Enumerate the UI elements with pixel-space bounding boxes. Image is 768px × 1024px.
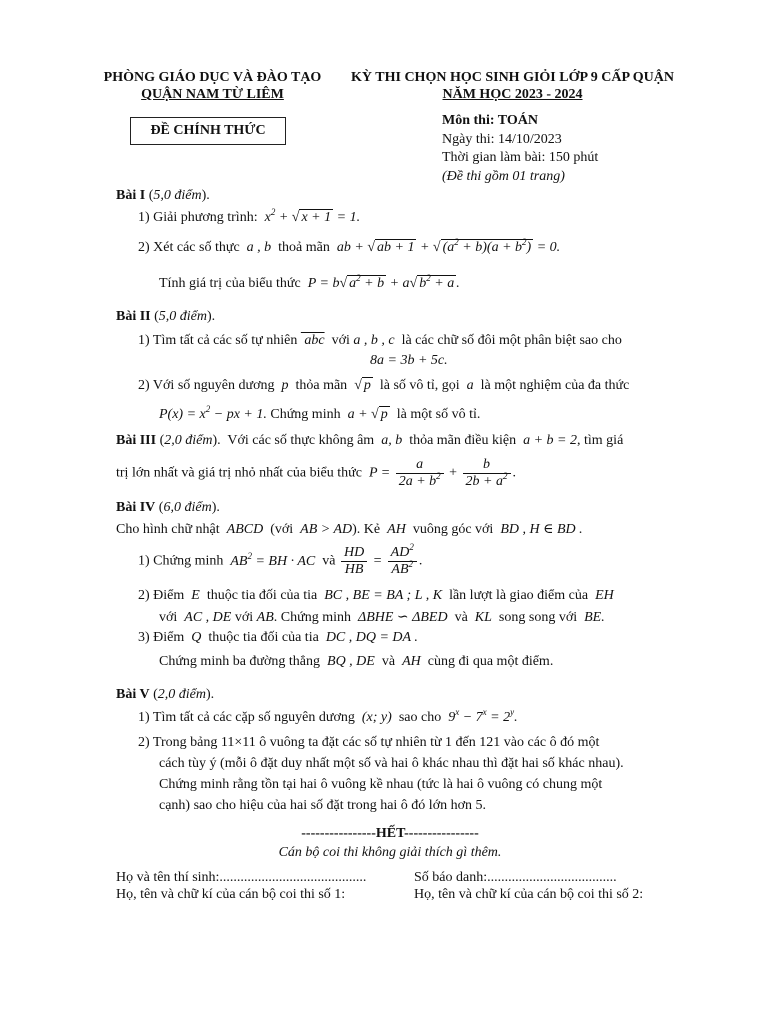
bai3-text2: thỏa mãn điều kiện xyxy=(409,433,517,448)
bai4-points: 6,0 điểm xyxy=(163,500,212,515)
bai4-q2: 2) Điểm E thuộc tia đối của tia BC , BE = BA ; L , K lần lượt là giao điểm của EH xyxy=(138,588,614,603)
end-marker: ----------------HẾT---------------- xyxy=(301,826,479,841)
bai2-q2-line2: $P(x) = x^2$ − px + 1. Chứng minh a + √ p là một số vô tỉ. xyxy=(159,404,481,422)
bai1-q2-text: 2) Xét các số thực xyxy=(138,240,240,255)
bai4-q2-text2: thuộc tia đối của tia xyxy=(206,588,318,603)
candidate-name-line: Họ và tên thí sinh:.......................................... xyxy=(116,870,367,885)
bai3-text3: , tìm giá xyxy=(577,433,624,448)
bai4-intro-text4: vuông góc với xyxy=(412,522,494,537)
bai5-q1-text2: sao cho xyxy=(398,710,442,725)
bai1-q1 xyxy=(138,207,361,226)
supervisor2-line: Họ, tên và chữ kí của cán bộ coi thi số 2: xyxy=(414,887,644,902)
bai4-intro-text: Cho hình chữ nhật xyxy=(116,522,220,537)
bai4-q1-text: 1) Chứng minh xyxy=(138,553,224,569)
exam-date: Ngày thi: 14/10/2023 xyxy=(442,132,562,147)
bai1-q2-expr: Tính giá trị của biểu thức P = b√ $a^2 + b + a√$ $b^2 + a$ . xyxy=(159,273,460,291)
bai3-heading: Bài III (2,0 điểm). Với các số thực không âm a, b thỏa mãn điều kiện a + b = 2, tìm giá xyxy=(116,433,624,448)
bai4-q2-text6: và xyxy=(454,610,468,625)
bai2-q2-text: 2) Với số nguyên dương xyxy=(138,378,275,393)
bai2-q2-text2: thỏa mãn xyxy=(295,378,348,393)
bai4-q2-text: 2) Điểm xyxy=(138,588,185,603)
bai1-q2-mid: thoả mãn xyxy=(278,240,330,255)
bai4-intro: Cho hình chữ nhật ABCD (với AB > AD). Kẻ AH vuông góc với BD , H ∈ BD . xyxy=(116,522,583,537)
bai4-heading: Bài IV (6,0 điểm). xyxy=(116,500,220,515)
bai2-points: 5,0 điểm xyxy=(158,309,208,324)
bai4-q2-text3: lần lượt là giao điểm của xyxy=(449,588,589,603)
bai1-q2: 2) Xét các số thực a , b thoả mãn ab + √ ab + 1 + √ $(a^2 + b)(a + b^2) = 0$. xyxy=(138,237,561,255)
district-name: QUẬN NAM TỪ LIÊM xyxy=(141,87,284,102)
bai2-q1-text2: là các chữ số đôi một phân biệt sao cho xyxy=(401,333,622,348)
bai4-q3-text4: và xyxy=(381,654,396,669)
bai5-q2-l3: Chứng minh rằng tồn tại hai ô vuông kề nhau (tức là hai ô vuông có chung một xyxy=(159,777,603,792)
bai4-intro-text2: (với xyxy=(270,522,294,537)
bai5-q2-l1: 2) Trong bảng 11×11 ô vuông ta đặt các số tự nhiên từ 1 đến 121 vào các ô đó một xyxy=(138,735,600,750)
page-count: (Đề thi gồm 01 trang) xyxy=(442,169,565,184)
bai2-q2-text4: là một nghiệm của đa thức xyxy=(480,378,630,393)
bai4-q2-line2: với AC , DE với AB. Chứng minh ΔBHE ∽ ΔBED và KL song song với BE. xyxy=(159,610,605,625)
school-year: NĂM HỌC 2023 - 2024 xyxy=(442,87,583,102)
bai4-q2-text4: với xyxy=(159,610,178,625)
official-box xyxy=(130,117,286,145)
bai2-q2-text6: là một số vô tỉ. xyxy=(396,407,481,422)
bai3-title: Bài III xyxy=(116,433,157,448)
bai3-line2: trị lớn nhất và giá trị nhỏ nhất của biểu thức P = $\frac{a}{2a + b^2}$ + $\frac{b}{2b + a^2}$ . xyxy=(116,457,516,489)
bai2-q1-equation: 8a = 3b + 5c. xyxy=(370,353,448,368)
bai4-q2-text5: . Chứng minh xyxy=(273,610,351,625)
bai1-points: 5,0 điểm xyxy=(153,188,202,203)
bai1-q2-equation: ab + √ ab + 1 + √ $(a^2 + b)(a + b^2) = 0$. xyxy=(333,237,561,255)
bai4-q2-text7: song song với xyxy=(498,610,578,625)
bai1-title: Bài I xyxy=(116,188,146,203)
bai5-q2-l2: cách tùy ý (mỗi ô đặt duy nhất một số và hai ô khác nhau thì đặt hai số khác nhau). xyxy=(159,756,624,771)
dept-name: PHÒNG GIÁO DỤC VÀ ĐÀO TẠO xyxy=(103,70,322,85)
bai2-heading: Bài II (5,0 điểm). xyxy=(116,309,216,324)
bai4-q3: 3) Điểm Q thuộc tia đối của tia DC , DQ = DA . xyxy=(138,630,418,645)
subject: Môn thi: TOÁN xyxy=(442,113,538,128)
bai4-q3-line2: Chứng minh ba đường thẳng BQ , DE và AH cùng đi qua một điểm. xyxy=(159,654,554,669)
bai3-points: 2,0 điểm xyxy=(164,433,213,448)
bai1-q2-tail: Tính giá trị của biểu thức xyxy=(159,276,301,291)
bai2-q2-text5: Chứng minh xyxy=(270,407,341,422)
bai1-q1-text: 1) Giải phương trình: xyxy=(138,210,258,225)
bai4-q3-text: 3) Điểm xyxy=(138,630,185,645)
bai1-heading: Bài I (5,0 điểm). xyxy=(116,188,210,203)
bai5-points: 2,0 điểm xyxy=(157,687,206,702)
exam-duration: Thời gian làm bài: 150 phút xyxy=(442,150,599,165)
bai1-q1-equation: $x^2$ + √ x + 1 = 1. xyxy=(261,207,361,225)
bai2-q2-text3: là số vô tỉ, gọi xyxy=(379,378,460,393)
bai4-title: Bài IV xyxy=(116,500,156,515)
bai3-text: Với các số thực không âm xyxy=(227,433,375,448)
bai2-title: Bài II xyxy=(116,309,151,324)
bai4-q1-text2: và xyxy=(322,553,336,569)
bai2-q1: 1) Tìm tất cả các số tự nhiên abc với a , b , c là các chữ số đôi một phân biệt sao cho xyxy=(138,333,622,348)
bai5-heading: Bài V (2,0 điểm). xyxy=(116,687,215,702)
exam-title: KỲ THI CHỌN HỌC SINH GIỎI LỚP 9 CẤP QUẬN xyxy=(351,70,674,85)
end-note: Cán bộ coi thi không giải thích gì thêm. xyxy=(278,845,502,860)
supervisor1-line: Họ, tên và chữ kí của cán bộ coi thi số 1: xyxy=(116,887,346,902)
bai4-q1: 1) Chứng minh $AB^2$ = BH · AC và $\frac{HD}{HB}$ = $\frac{AD^2}{AB^2}$ . xyxy=(138,542,423,577)
bai3-text4: trị lớn nhất và giá trị nhỏ nhất của biểu thức xyxy=(116,465,362,481)
bai4-q3-text2: thuộc tia đối của tia xyxy=(208,630,319,645)
bai2-q2: 2) Với số nguyên dương p thỏa mãn √ p là số vô tỉ, gọi a là một nghiệm của đa thức xyxy=(138,378,630,393)
candidate-number-line: Số báo danh:..................................... xyxy=(414,870,617,885)
bai5-q1: 1) Tìm tất cả các cặp số nguyên dương (x; y) sao cho $9^x - 7^x = 2^y$. xyxy=(138,707,518,725)
bai5-title: Bài V xyxy=(116,687,150,702)
bai4-q3-text5: cùng đi qua một điểm. xyxy=(427,654,554,669)
bai5-q2-l4: cạnh) sao cho hiệu của hai số đặt trong hai ô đó lớn hơn 5. xyxy=(159,798,487,813)
bai5-q1-text: 1) Tìm tất cả các cặp số nguyên dương xyxy=(138,710,355,725)
bai4-intro-text3: ). Kẻ xyxy=(352,522,381,537)
official-label: ĐỀ CHÍNH THỨC xyxy=(150,123,266,138)
bai4-q3-text3: Chứng minh ba đường thẳng xyxy=(159,654,321,669)
bai2-q1-text: 1) Tìm tất cả các số tự nhiên xyxy=(138,333,298,348)
